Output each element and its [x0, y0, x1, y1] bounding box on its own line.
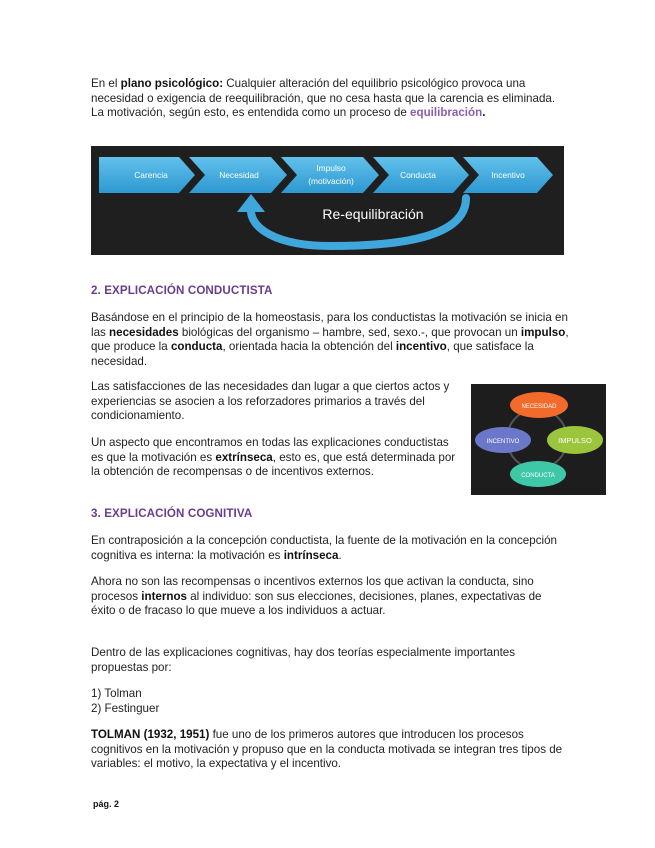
- body-text: , que satisface la necesidad.: [91, 340, 534, 368]
- body-text: , esto es, que está determinada por la obtención de recompensas o de incentivos externos.: [91, 450, 456, 479]
- bold-conducta: conducta: [170, 340, 223, 354]
- body-text: En contraposición a la concepción conductista, la fuente de la motivación en la concepción cognitiva es interna: la motivación es: [91, 534, 557, 562]
- step-necesidad: Necesidad: [219, 170, 259, 180]
- body-text: .: [338, 548, 342, 562]
- bold-impulso: impulso: [520, 325, 566, 339]
- body-text: , orientada hacia la obtención del: [222, 340, 396, 354]
- cognitiva-paragraph-2: [91, 575, 569, 619]
- tolman-paragraph: [91, 728, 569, 772]
- intro-text: En el: [91, 77, 121, 90]
- bold-extrinseca: extrínseca: [215, 450, 273, 464]
- step-motivacion: (motivación): [308, 176, 354, 186]
- body-text: Basándose en el principio de la homeostasis, para los conductistas la motivación se inicia en las: [91, 311, 568, 339]
- label-necesidad: NECESIDAD: [521, 404, 557, 410]
- intro-highlight: equilibración: [410, 106, 483, 120]
- bold-internos: internos: [141, 589, 188, 603]
- conductista-paragraph-2: Las satisfacciones de las necesidades dan lugar a que ciertos actos y experiencias se asocien a los reforzadores primarios a través del condicionamiento.: [91, 380, 450, 423]
- intro-bold: plano psicológico:: [120, 77, 224, 90]
- section-heading-conductista: 2. EXPLICACIÓN CONDUCTISTA: [91, 284, 273, 297]
- intro-paragraph: [91, 77, 569, 121]
- bold-tolman: TOLMAN (1932, 1951): [91, 728, 210, 741]
- label-incentivo: INCENTIVO: [486, 439, 520, 445]
- label-conducta: CONDUCTA: [521, 473, 555, 479]
- conductista-paragraph-3: [91, 436, 457, 480]
- body-text: Ahora no son las recompensas o incentivos externos los que activan la conducta, sino procesos: [91, 575, 534, 603]
- bold-intrinseca: intrínseca: [283, 548, 339, 562]
- list-item-festinguer: 2) Festinguer: [91, 702, 160, 715]
- step-conducta: Conducta: [400, 170, 436, 180]
- bold-necesidades: necesidades: [109, 325, 179, 339]
- cognitiva-paragraph-1: [91, 534, 569, 563]
- body-text: Un aspecto que encontramos en todas las explicaciones conductistas es que la motivación es: [91, 436, 449, 464]
- motivation-cycle-diagram: [471, 384, 606, 495]
- reequilibracion-label: Re-equilibración: [322, 206, 424, 222]
- label-impulso: IMPULSO: [558, 436, 592, 445]
- body-text: biológicas del organismo – hambre, sed, sexo.-, que provocan un: [178, 325, 521, 339]
- conductista-paragraph-1: [91, 311, 569, 369]
- bold-incentivo: incentivo: [395, 340, 447, 354]
- list-item-tolman: 1) Tolman: [91, 687, 142, 700]
- intro-period: .: [482, 106, 486, 120]
- step-carencia: Carencia: [134, 170, 168, 180]
- return-arrow-head: [237, 194, 265, 212]
- page-number: pág. 2: [93, 799, 120, 809]
- step-incentivo: Incentivo: [491, 170, 525, 180]
- reequilibration-diagram: [91, 146, 564, 255]
- body-text: fue uno de los primeros autores que introducen los procesos cognitivos en la motivación y propuso que en la conducta motivada se integran tres tipos de variables: el motivo, la expectativa y el incentivo.: [91, 728, 563, 771]
- cognitiva-paragraph-3: Dentro de las explicaciones cognitivas, hay dos teorías especialmente importantes propuestas por:: [91, 646, 516, 674]
- step-impulso: Impulso: [316, 163, 346, 173]
- body-text: al individuo: son sus elecciones, decisiones, planes, expectativas de éxito o de fracaso lo que mueve a los individuos a actuar.: [91, 589, 542, 618]
- body-text: , que produce la: [91, 325, 569, 354]
- section-heading-cognitiva: 3. EXPLICACIÓN COGNITIVA: [91, 507, 253, 520]
- intro-text: Cualquier alteración del equilibrio psicológico provoca una necesidad o exigencia de reequilibración, que no cesa hasta que la carencia es eliminada. La motivación, según esto, es entendida como un proceso de: [91, 77, 556, 120]
